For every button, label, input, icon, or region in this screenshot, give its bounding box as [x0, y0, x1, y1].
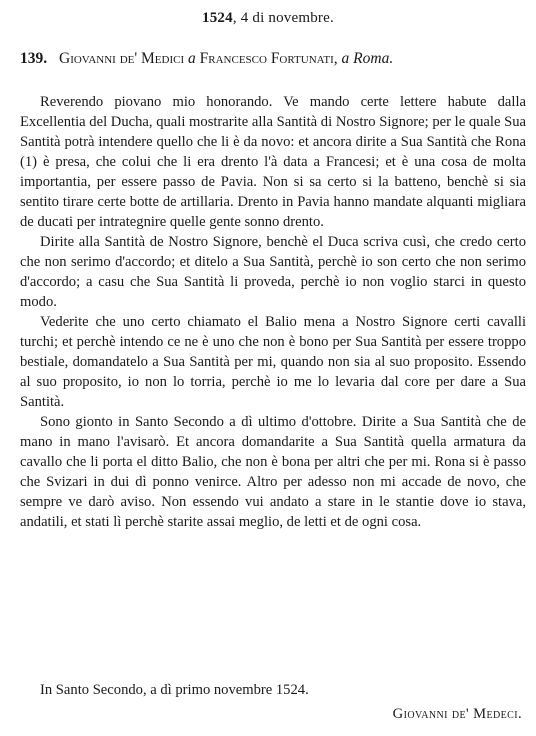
letter-body: [20, 92, 526, 532]
paragraph-3: Vederite che uno certo chiamato el Balio mena a Nostro Signore certi cavalli turchi; et perchè intendo ce ne è uno che non è bono per Sua Santità per essere troppo bestiale, domandatelo a Sua Santità per mi, quando non sia al suo proposito. Essendo al suo proposito, io non lo torria, perchè io me lo levaria dal core per dare a Sua Santità.: [20, 314, 526, 410]
closing-dateline: In Santo Secondo, a dì primo novembre 1524.: [40, 682, 309, 698]
letter-conjunction-place: , a: [333, 50, 350, 67]
letter-sender: Giovanni de' Medici: [59, 50, 185, 67]
paragraph-4: Sono gionto in Santo Secondo a dì ultimo d'ottobre. Dirite a Sua Santità che de mano in mano l'avisarò. Et ancora domandarite a Sua Santità quella armatura da cavallo che li porta el ditto Balio, che non è bona per altri che per mi. Rona si è passo che Svizari in dui dì ponno venirce. Altro per adesso non mi accade de novo, che sempre ve darò aviso. Non essendo vui andato a stare in le stantie dove io stava, andatili, et stati lì perchè starite assai meglio, de letti et de ogni cosa.: [20, 414, 526, 530]
paragraph-1: Reverendo piovano mio honorando. Ve mando certe lettere habute dalla Excellentia del Ducha, quali mostrarite alla Santità di Nostro Signore; per le quale Sua Santità potrà intendere quello che li è da novo: et ancora dirite a Sua Santità che Rona (1) è presa, che colui che li era drento l'à data a Francesi; et è una cosa de molta importantia, per essere passo de Pavia. Non si sa certo si la batteno, benchè si sia sentito tirare certe botte de artillaria. Drento in Pavia hanno mandate alquanti migliara de ducati per intrategnire quelle gente sonno drento.: [20, 94, 526, 230]
paragraph-2: Dirite alla Santità de Nostro Signore, benchè el Duca scriva cusì, che credo certo che non serimo d'accordo; et ditelo a Sua Santità, perchè io son certo che non serimo d'accordo; a casu che Sua Santità li proveda, perchè io non voglio starci in questo modo.: [20, 234, 526, 310]
letter-number: 139.: [20, 50, 48, 67]
letter-heading: [20, 50, 520, 68]
letter-place: Roma.: [353, 50, 394, 67]
signature: Giovanni de' Medeci.: [392, 706, 522, 722]
letter-conjunction: a: [188, 50, 196, 67]
letter-recipient: Francesco Fortunati: [199, 50, 334, 67]
running-head-date: , 4 di novembre.: [232, 10, 334, 26]
running-head-year: 1524: [202, 10, 233, 26]
running-head: [0, 10, 536, 27]
